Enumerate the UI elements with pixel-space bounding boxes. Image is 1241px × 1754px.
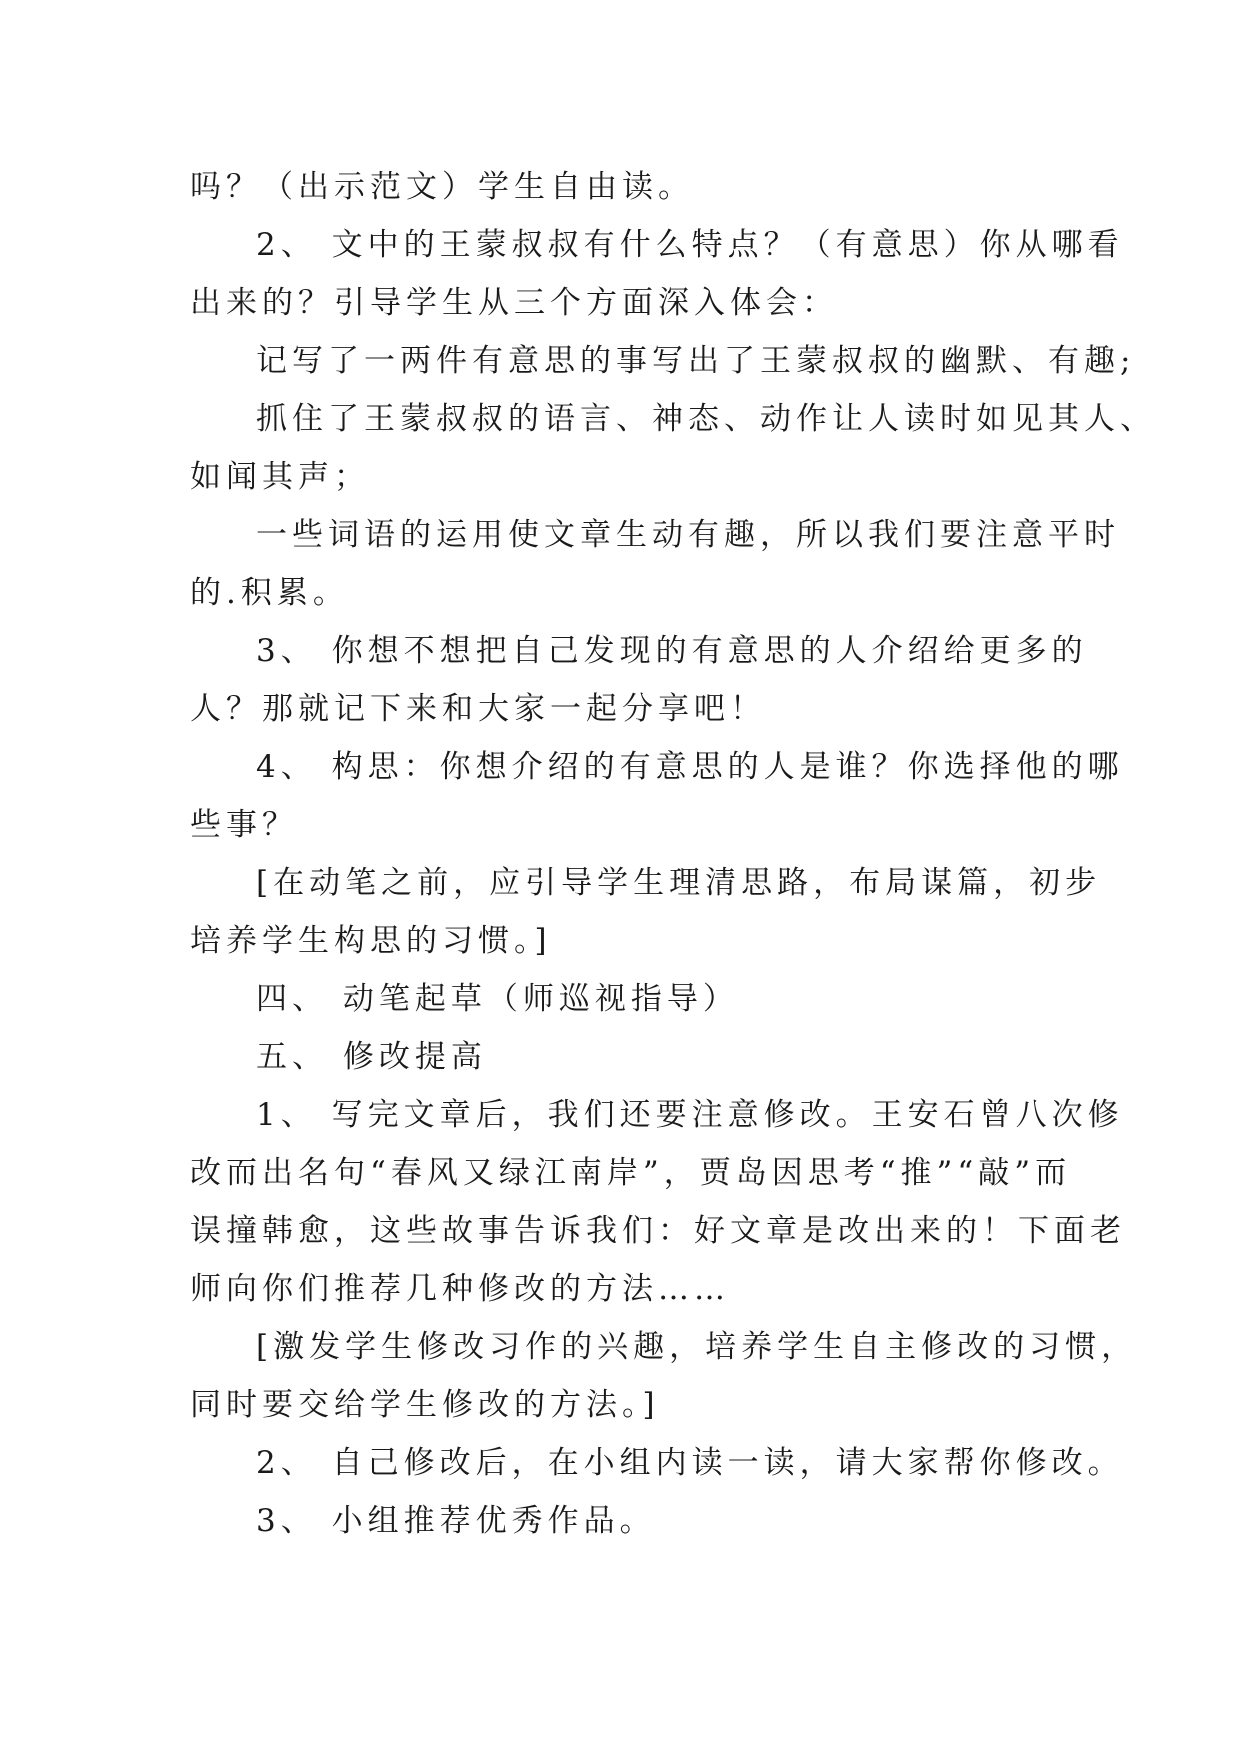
text-line: 些事？ — [190, 807, 298, 843]
text-line: 一些词语的运用使文章生动有趣，所以我们要注意平时 — [256, 517, 1120, 553]
text-line: 培养学生构思的习惯。] — [190, 923, 552, 959]
text-line: 吗？（出示范文）学生自由读。 — [190, 169, 694, 205]
text-line: 4、 构思：你想介绍的有意思的人是谁？你选择他的哪 — [256, 749, 1124, 785]
text-line: 出来的？引导学生从三个方面深入体会： — [190, 285, 838, 321]
text-line: 的.积累。 — [190, 575, 349, 611]
text-line: 人？那就记下来和大家一起分享吧！ — [190, 691, 766, 727]
text-line: [在动笔之前，应引导学生理清思路，布局谋篇，初步 — [256, 865, 1102, 901]
text-line: 如闻其声； — [190, 459, 370, 495]
text-line: 3、 小组推荐优秀作品。 — [256, 1503, 656, 1539]
text-line: 改而出名句“春风又绿江南岸”，贾岛因思考“推”“敲”而 — [190, 1155, 1072, 1191]
text-line: 抓住了王蒙叔叔的语言、神态、动作让人读时如见其人、 — [256, 401, 1156, 437]
text-line: 同时要交给学生修改的方法。] — [190, 1387, 660, 1423]
text-line: [激发学生修改习作的兴趣，培养学生自主修改的习惯， — [256, 1329, 1138, 1365]
text-line: 1、 写完文章后，我们还要注意修改。王安石曾八次修 — [256, 1097, 1124, 1133]
text-line: 误撞韩愈，这些故事告诉我们：好文章是改出来的！下面老 — [190, 1213, 1126, 1249]
text-line: 师向你们推荐几种修改的方法…… — [190, 1271, 730, 1307]
text-line: 记写了一两件有意思的事写出了王蒙叔叔的幽默、有趣; — [256, 343, 1136, 379]
section-heading: 四、 动笔起草（师巡视指导） — [256, 981, 739, 1017]
document-body — [190, 158, 1156, 1550]
text-line: 2、 文中的王蒙叔叔有什么特点？（有意思）你从哪看 — [256, 227, 1124, 263]
section-heading: 五、 修改提高 — [256, 1039, 487, 1075]
text-line: 2、 自己修改后，在小组内读一读，请大家帮你修改。 — [256, 1445, 1124, 1481]
text-line: 3、 你想不想把自己发现的有意思的人介绍给更多的 — [256, 633, 1088, 669]
